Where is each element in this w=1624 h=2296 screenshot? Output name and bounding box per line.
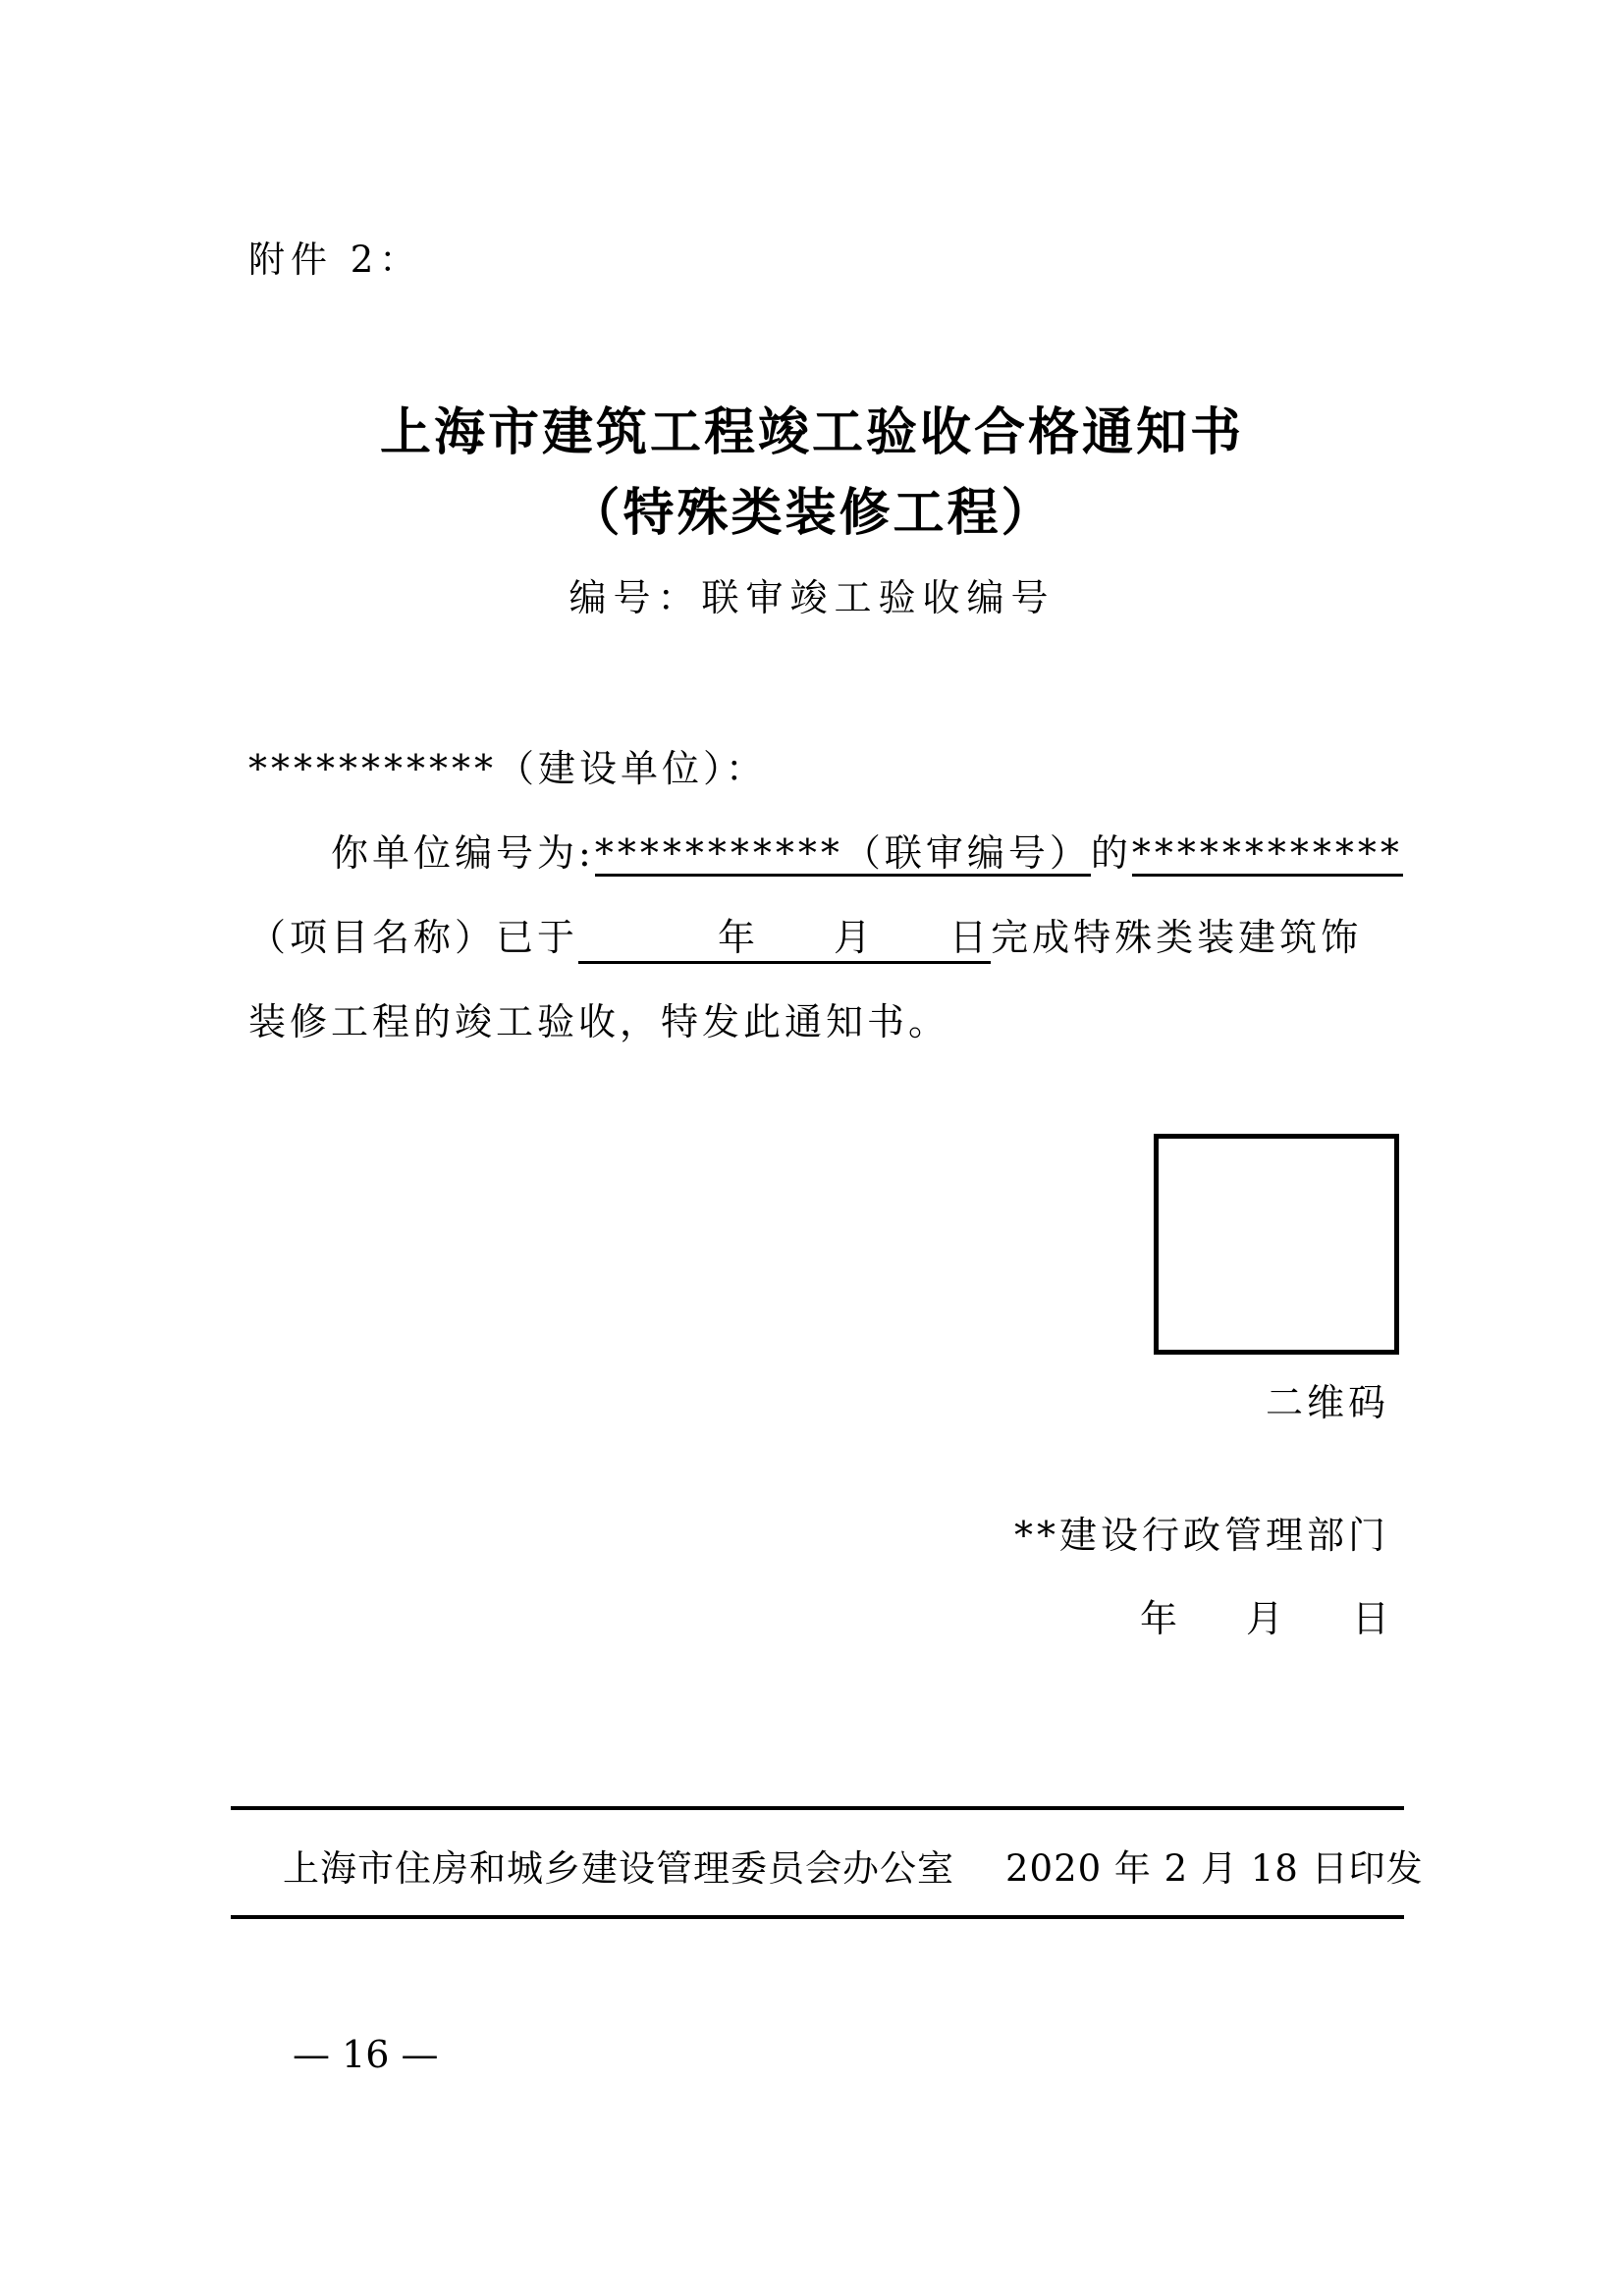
attachment-label: 附件 2： bbox=[248, 239, 422, 281]
review-number-blank: ***********（联审编号） bbox=[594, 831, 1091, 875]
signature-year: 年 bbox=[1139, 1597, 1177, 1640]
salutation: ***********（建设单位）： bbox=[248, 747, 768, 790]
date-year: 年 bbox=[718, 916, 760, 959]
completion-date-blank bbox=[578, 907, 991, 964]
date-month: 月 bbox=[834, 916, 876, 959]
qr-code-box bbox=[1154, 1134, 1399, 1355]
imprint-line bbox=[283, 1839, 1424, 1892]
signature-date bbox=[1140, 1588, 1389, 1642]
body-prefix: 你单位编号为: bbox=[331, 831, 595, 875]
qr-code-label: 二维码 bbox=[1265, 1381, 1389, 1424]
body-closing: 装修工程的竣工验收，特发此通知书。 bbox=[248, 1000, 950, 1043]
imprint-top-rule bbox=[231, 1806, 1404, 1810]
issuing-department: **建设行政管理部门 bbox=[1013, 1514, 1389, 1557]
document-title: 上海市建筑工程竣工验收合格通知书 bbox=[379, 402, 1244, 462]
body-line-1 bbox=[331, 823, 1403, 877]
body-line-2 bbox=[248, 907, 1362, 964]
body-of: 的 bbox=[1090, 831, 1132, 875]
project-label: （项目名称）已于 bbox=[248, 916, 579, 959]
signature-day: 日 bbox=[1351, 1597, 1389, 1640]
project-name-blank: ************ bbox=[1131, 831, 1403, 875]
completion-text: 完成特殊类装建筑饰 bbox=[991, 916, 1363, 959]
imprint-issuer: 上海市住房和城乡建设管理委员会办公室 bbox=[283, 1847, 954, 1890]
imprint-date: 2020 年 2 月 18 日印发 bbox=[1005, 1847, 1424, 1890]
document-number: 编号：联审竣工验收编号 bbox=[568, 576, 1056, 619]
document-subtitle: （特殊类装修工程） bbox=[568, 483, 1056, 543]
signature-month: 月 bbox=[1245, 1597, 1283, 1640]
page-number: — 16 — bbox=[293, 2033, 439, 2076]
imprint-bottom-rule bbox=[231, 1915, 1404, 1919]
date-day: 日 bbox=[949, 916, 992, 959]
